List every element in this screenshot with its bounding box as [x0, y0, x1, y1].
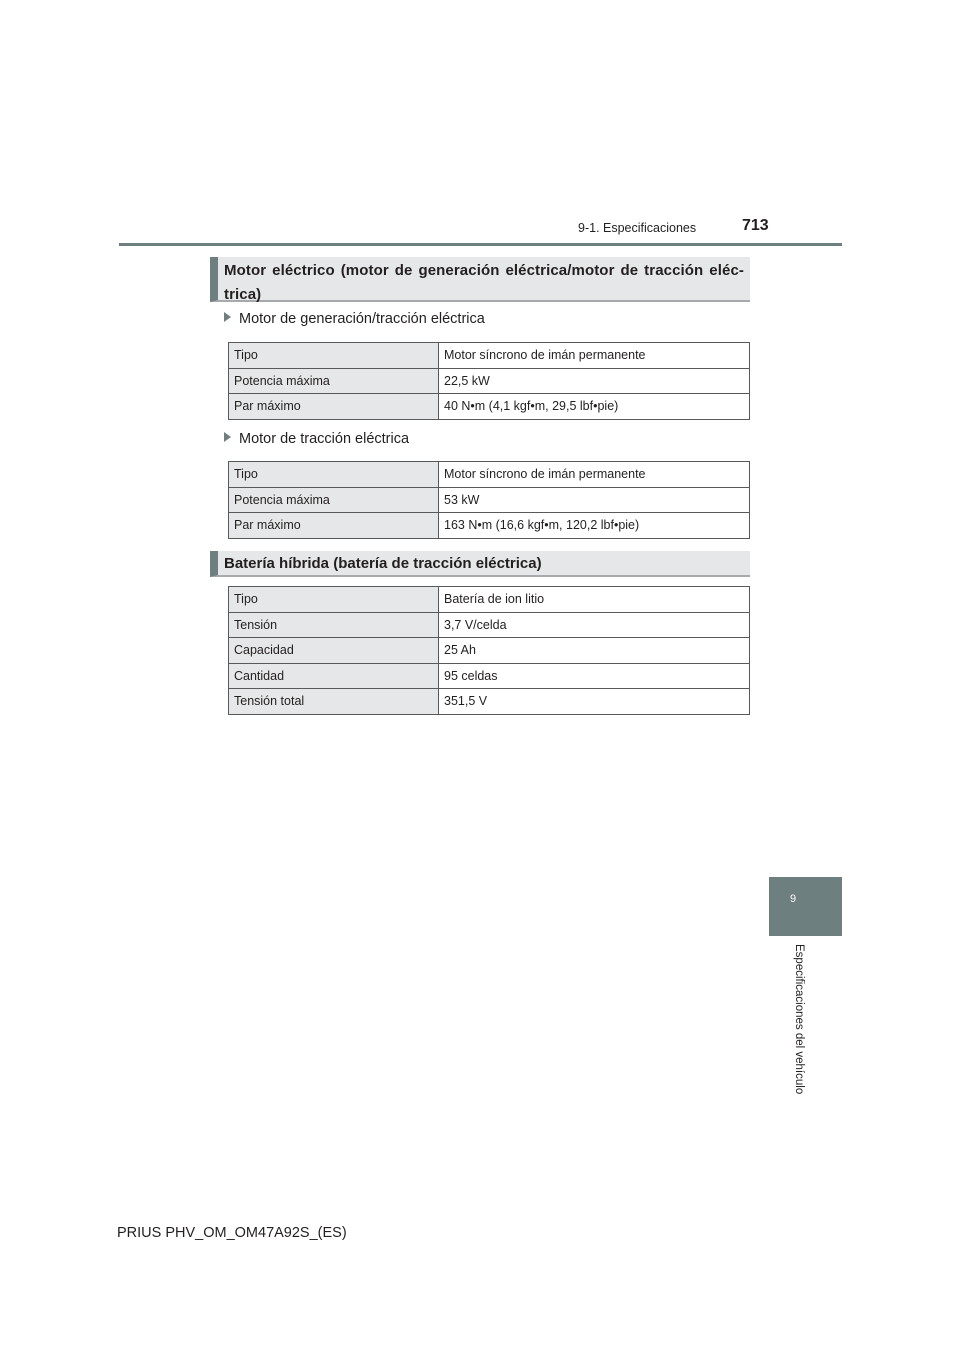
- table-row: [229, 513, 750, 539]
- spec-table-generation-motor: [228, 342, 750, 420]
- spec-key: Tipo: [229, 587, 439, 613]
- table-row: [229, 462, 750, 488]
- spec-value: 22,5 kW: [439, 368, 750, 394]
- table-row: [229, 663, 750, 689]
- chapter-tab-label: Especificaciones del vehículo: [793, 944, 805, 1095]
- spec-value: 53 kW: [439, 487, 750, 513]
- subheading-traction-motor: [224, 431, 409, 447]
- table-row: [229, 638, 750, 664]
- spec-table-traction-motor: [228, 461, 750, 539]
- section-heading-hybrid-battery: Batería híbrida (batería de tracción eléctrica): [210, 551, 750, 577]
- arrow-bullet-icon: [224, 312, 231, 322]
- spec-value: 351,5 V: [439, 689, 750, 715]
- table-row: [229, 487, 750, 513]
- running-header-section: 9-1. Especificaciones: [578, 221, 697, 235]
- section-heading-electric-motor: Motor eléctrico (motor de generación eléctrica/motor de tracción eléc-trica): [210, 257, 750, 302]
- spec-value: Batería de ion litio: [439, 587, 750, 613]
- spec-key: Tensión: [229, 612, 439, 638]
- spec-value: 95 celdas: [439, 663, 750, 689]
- spec-key: Capacidad: [229, 638, 439, 664]
- spec-key: Tipo: [229, 343, 439, 369]
- spec-value: 25 Ah: [439, 638, 750, 664]
- spec-value: 40 N•m (4,1 kgf•m, 29,5 lbf•pie): [439, 394, 750, 420]
- spec-key: Tensión total: [229, 689, 439, 715]
- table-row: [229, 394, 750, 420]
- spec-key: Potencia máxima: [229, 487, 439, 513]
- spec-value: Motor síncrono de imán permanente: [439, 343, 750, 369]
- header-rule: [119, 243, 842, 246]
- chapter-tab: [769, 877, 842, 936]
- spec-value: 163 N•m (16,6 kgf•m, 120,2 lbf•pie): [439, 513, 750, 539]
- arrow-bullet-icon: [224, 432, 231, 442]
- spec-key: Potencia máxima: [229, 368, 439, 394]
- subheading-generation-motor: [224, 311, 485, 327]
- subheading-text: Motor de tracción eléctrica: [239, 431, 410, 447]
- table-row: [229, 612, 750, 638]
- spec-value: Motor síncrono de imán permanente: [439, 462, 750, 488]
- table-row: [229, 368, 750, 394]
- spec-key: Cantidad: [229, 663, 439, 689]
- subheading-text: Motor de generación/tracción eléctrica: [239, 311, 485, 327]
- spec-key: Tipo: [229, 462, 439, 488]
- table-row: [229, 689, 750, 715]
- spec-key: Par máximo: [229, 394, 439, 420]
- spec-key: Par máximo: [229, 513, 439, 539]
- table-row: [229, 587, 750, 613]
- chapter-tab-number: 9: [789, 893, 797, 905]
- spec-value: 3,7 V/celda: [439, 612, 750, 638]
- table-row: [229, 343, 750, 369]
- page-number: 713: [742, 217, 769, 234]
- spec-table-hybrid-battery: [228, 586, 750, 715]
- footer-document-id: PRIUS PHV_OM_OM47A92S_(ES): [117, 1225, 347, 1241]
